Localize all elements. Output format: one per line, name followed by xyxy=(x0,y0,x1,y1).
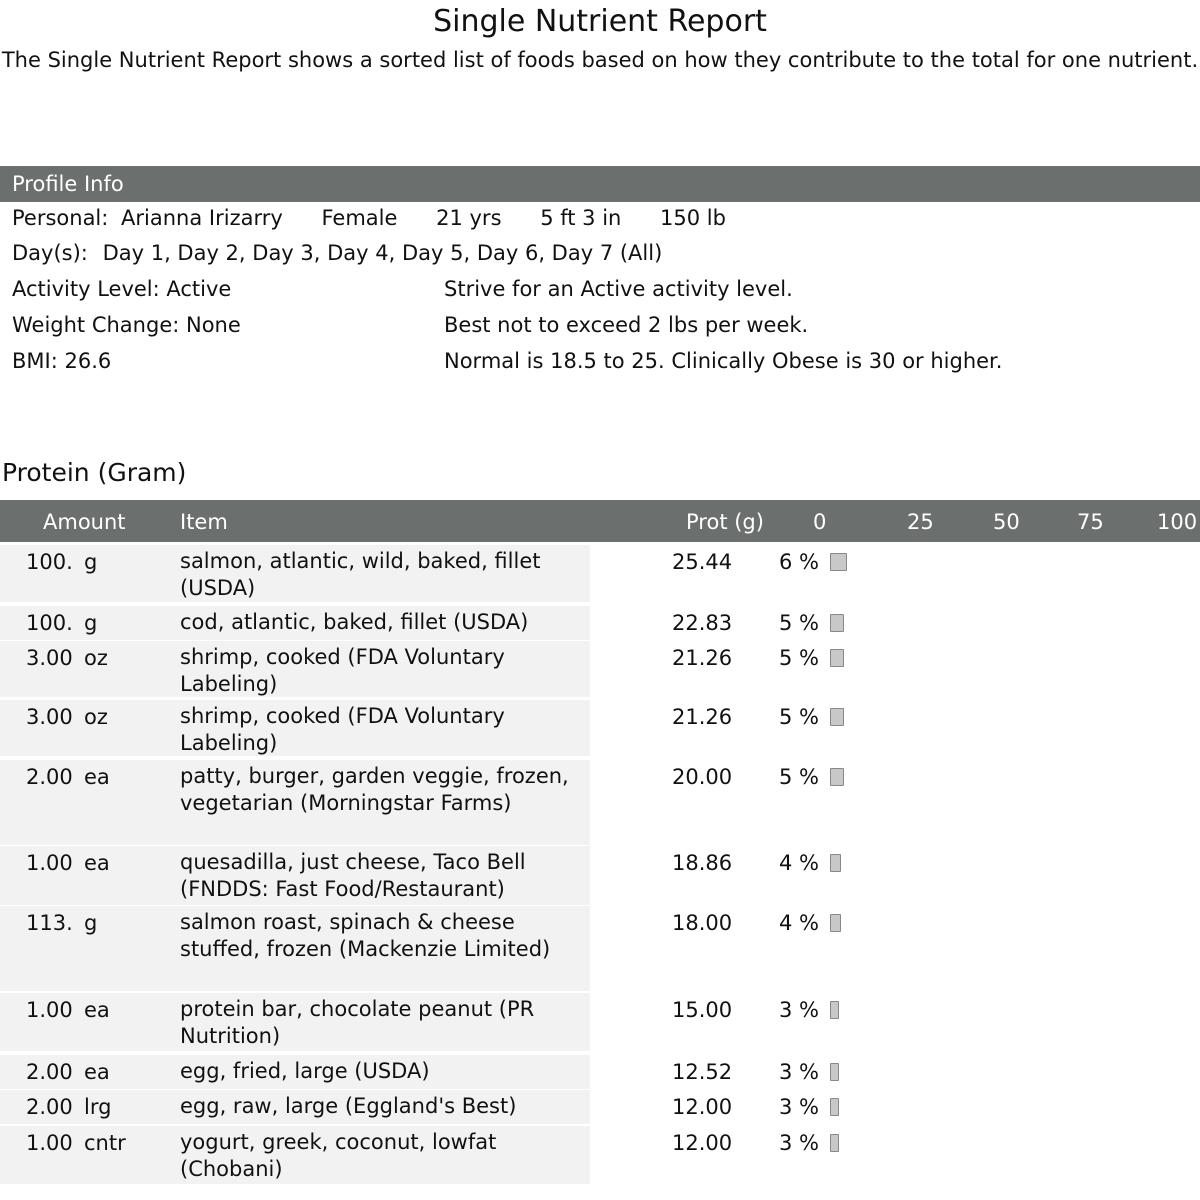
row-item: salmon, atlantic, wild, baked, fillet (USDA) xyxy=(180,549,541,600)
row-unit: ea xyxy=(84,851,110,875)
row-value: 12.00 xyxy=(672,1131,733,1155)
row-value: 18.86 xyxy=(672,851,733,875)
table-row xyxy=(0,760,1200,845)
percent-bar xyxy=(830,914,841,932)
column-value: Prot (g) xyxy=(686,510,764,534)
row-value: 15.00 xyxy=(672,998,733,1022)
profile-weight: 150 lb xyxy=(660,206,726,230)
row-unit: ea xyxy=(84,1060,110,1084)
scale-tick-50: 50 xyxy=(993,510,1020,534)
nutrient-title: Protein (Gram) xyxy=(2,458,187,487)
row-percent: 6 % xyxy=(779,550,819,574)
row-unit: g xyxy=(84,911,98,935)
row-amount: 2.00 xyxy=(26,765,73,789)
percent-bar xyxy=(830,1063,839,1081)
row-value: 12.52 xyxy=(672,1060,733,1084)
row-unit: cntr xyxy=(84,1131,126,1155)
scale-tick-75: 75 xyxy=(1077,510,1104,534)
percent-bar xyxy=(830,649,844,667)
row-amount: 3.00 xyxy=(26,705,73,729)
row-unit: ea xyxy=(84,998,110,1022)
row-amount: 2.00 xyxy=(26,1060,73,1084)
row-unit: oz xyxy=(84,705,108,729)
table-row xyxy=(0,1090,1200,1124)
table-row xyxy=(0,993,1200,1051)
row-unit: g xyxy=(84,611,98,635)
percent-bar xyxy=(830,1001,839,1019)
weight-change-note: Best not to exceed 2 lbs per week. xyxy=(444,313,809,337)
profile-personal-row xyxy=(12,203,726,233)
activity-note: Strive for an Active activity level. xyxy=(444,277,793,301)
percent-bar xyxy=(830,1098,839,1116)
table-row xyxy=(0,906,1200,991)
table-row xyxy=(0,641,1200,697)
row-item: egg, raw, large (Eggland's Best) xyxy=(180,1094,517,1118)
scale-tick-0: 0 xyxy=(813,510,827,534)
row-item: yogurt, greek, coconut, lowfat (Chobani) xyxy=(180,1130,497,1181)
row-amount: 1.00 xyxy=(26,1131,73,1155)
row-amount: 100. xyxy=(26,550,73,574)
row-unit: ea xyxy=(84,765,110,789)
row-percent: 3 % xyxy=(779,998,819,1022)
row-percent: 5 % xyxy=(779,611,819,635)
row-item: shrimp, cooked (FDA Voluntary Labeling) xyxy=(180,645,505,696)
weight-change: Weight Change: None xyxy=(12,313,241,337)
table-row xyxy=(0,1055,1200,1089)
row-amount: 3.00 xyxy=(26,646,73,670)
row-percent: 4 % xyxy=(779,851,819,875)
row-item: shrimp, cooked (FDA Voluntary Labeling) xyxy=(180,704,505,755)
scale-tick-100: 100 xyxy=(1157,510,1198,534)
row-value: 18.00 xyxy=(672,911,733,935)
row-item: salmon roast, spinach & cheese stuffed, frozen (Mackenzie Limited) xyxy=(180,910,551,961)
table-row xyxy=(0,700,1200,756)
row-item: cod, atlantic, baked, fillet (USDA) xyxy=(180,610,529,634)
row-percent: 3 % xyxy=(779,1131,819,1155)
row-value: 12.00 xyxy=(672,1095,733,1119)
row-percent: 4 % xyxy=(779,911,819,935)
row-item: egg, fried, large (USDA) xyxy=(180,1059,430,1083)
table-row xyxy=(0,545,1200,602)
percent-bar xyxy=(830,768,844,786)
days-value: Day 1, Day 2, Day 3, Day 4, Day 5, Day 6, Day 7 (All) xyxy=(102,241,663,265)
percent-bar xyxy=(830,708,844,726)
row-value: 22.83 xyxy=(672,611,733,635)
percent-bar xyxy=(830,553,847,571)
profile-height: 5 ft 3 in xyxy=(540,206,622,230)
activity-level: Activity Level: Active xyxy=(12,277,232,301)
column-item: Item xyxy=(180,510,228,534)
row-item: protein bar, chocolate peanut (PR Nutrition) xyxy=(180,997,535,1048)
report-title: Single Nutrient Report xyxy=(433,4,767,39)
row-value: 20.00 xyxy=(672,765,733,789)
bmi-note: Normal is 18.5 to 25. Clinically Obese is 30 or higher. xyxy=(444,349,1003,373)
days-label: Day(s): xyxy=(12,241,88,265)
row-percent: 5 % xyxy=(779,705,819,729)
nutrient-table-header xyxy=(0,500,1200,542)
row-item: patty, burger, garden veggie, frozen, vegetarian (Morningstar Farms) xyxy=(180,764,569,815)
row-percent: 5 % xyxy=(779,765,819,789)
scale-tick-25: 25 xyxy=(907,510,934,534)
row-value: 21.26 xyxy=(672,646,733,670)
row-unit: lrg xyxy=(84,1095,112,1119)
row-unit: g xyxy=(84,550,98,574)
row-amount: 100. xyxy=(26,611,73,635)
row-percent: 3 % xyxy=(779,1060,819,1084)
row-value: 25.44 xyxy=(672,550,733,574)
row-percent: 5 % xyxy=(779,646,819,670)
row-percent: 3 % xyxy=(779,1095,819,1119)
row-unit: oz xyxy=(84,646,108,670)
table-row xyxy=(0,606,1200,640)
profile-info-header: Profile Info xyxy=(0,166,1200,202)
row-item: quesadilla, just cheese, Taco Bell (FNDDS: Fast Food/Restaurant) xyxy=(180,850,526,901)
row-amount: 1.00 xyxy=(26,851,73,875)
row-value: 21.26 xyxy=(672,705,733,729)
report-subtitle: The Single Nutrient Report shows a sorted list of foods based on how they contribute to the total for one nutrient. xyxy=(1,48,1199,72)
row-amount: 2.00 xyxy=(26,1095,73,1119)
table-row xyxy=(0,846,1200,905)
row-amount: 1.00 xyxy=(26,998,73,1022)
row-amount: 113. xyxy=(26,911,73,935)
personal-label: Personal: xyxy=(12,206,109,230)
profile-sex: Female xyxy=(321,206,398,230)
percent-bar xyxy=(830,614,844,632)
percent-bar xyxy=(830,1134,839,1152)
bmi: BMI: 26.6 xyxy=(12,349,112,373)
column-amount: Amount xyxy=(43,510,126,534)
profile-age: 21 yrs xyxy=(436,206,502,230)
profile-days-row xyxy=(12,238,662,268)
profile-name: Arianna Irizarry xyxy=(121,206,283,230)
percent-bar xyxy=(830,854,841,872)
table-row xyxy=(0,1126,1200,1184)
